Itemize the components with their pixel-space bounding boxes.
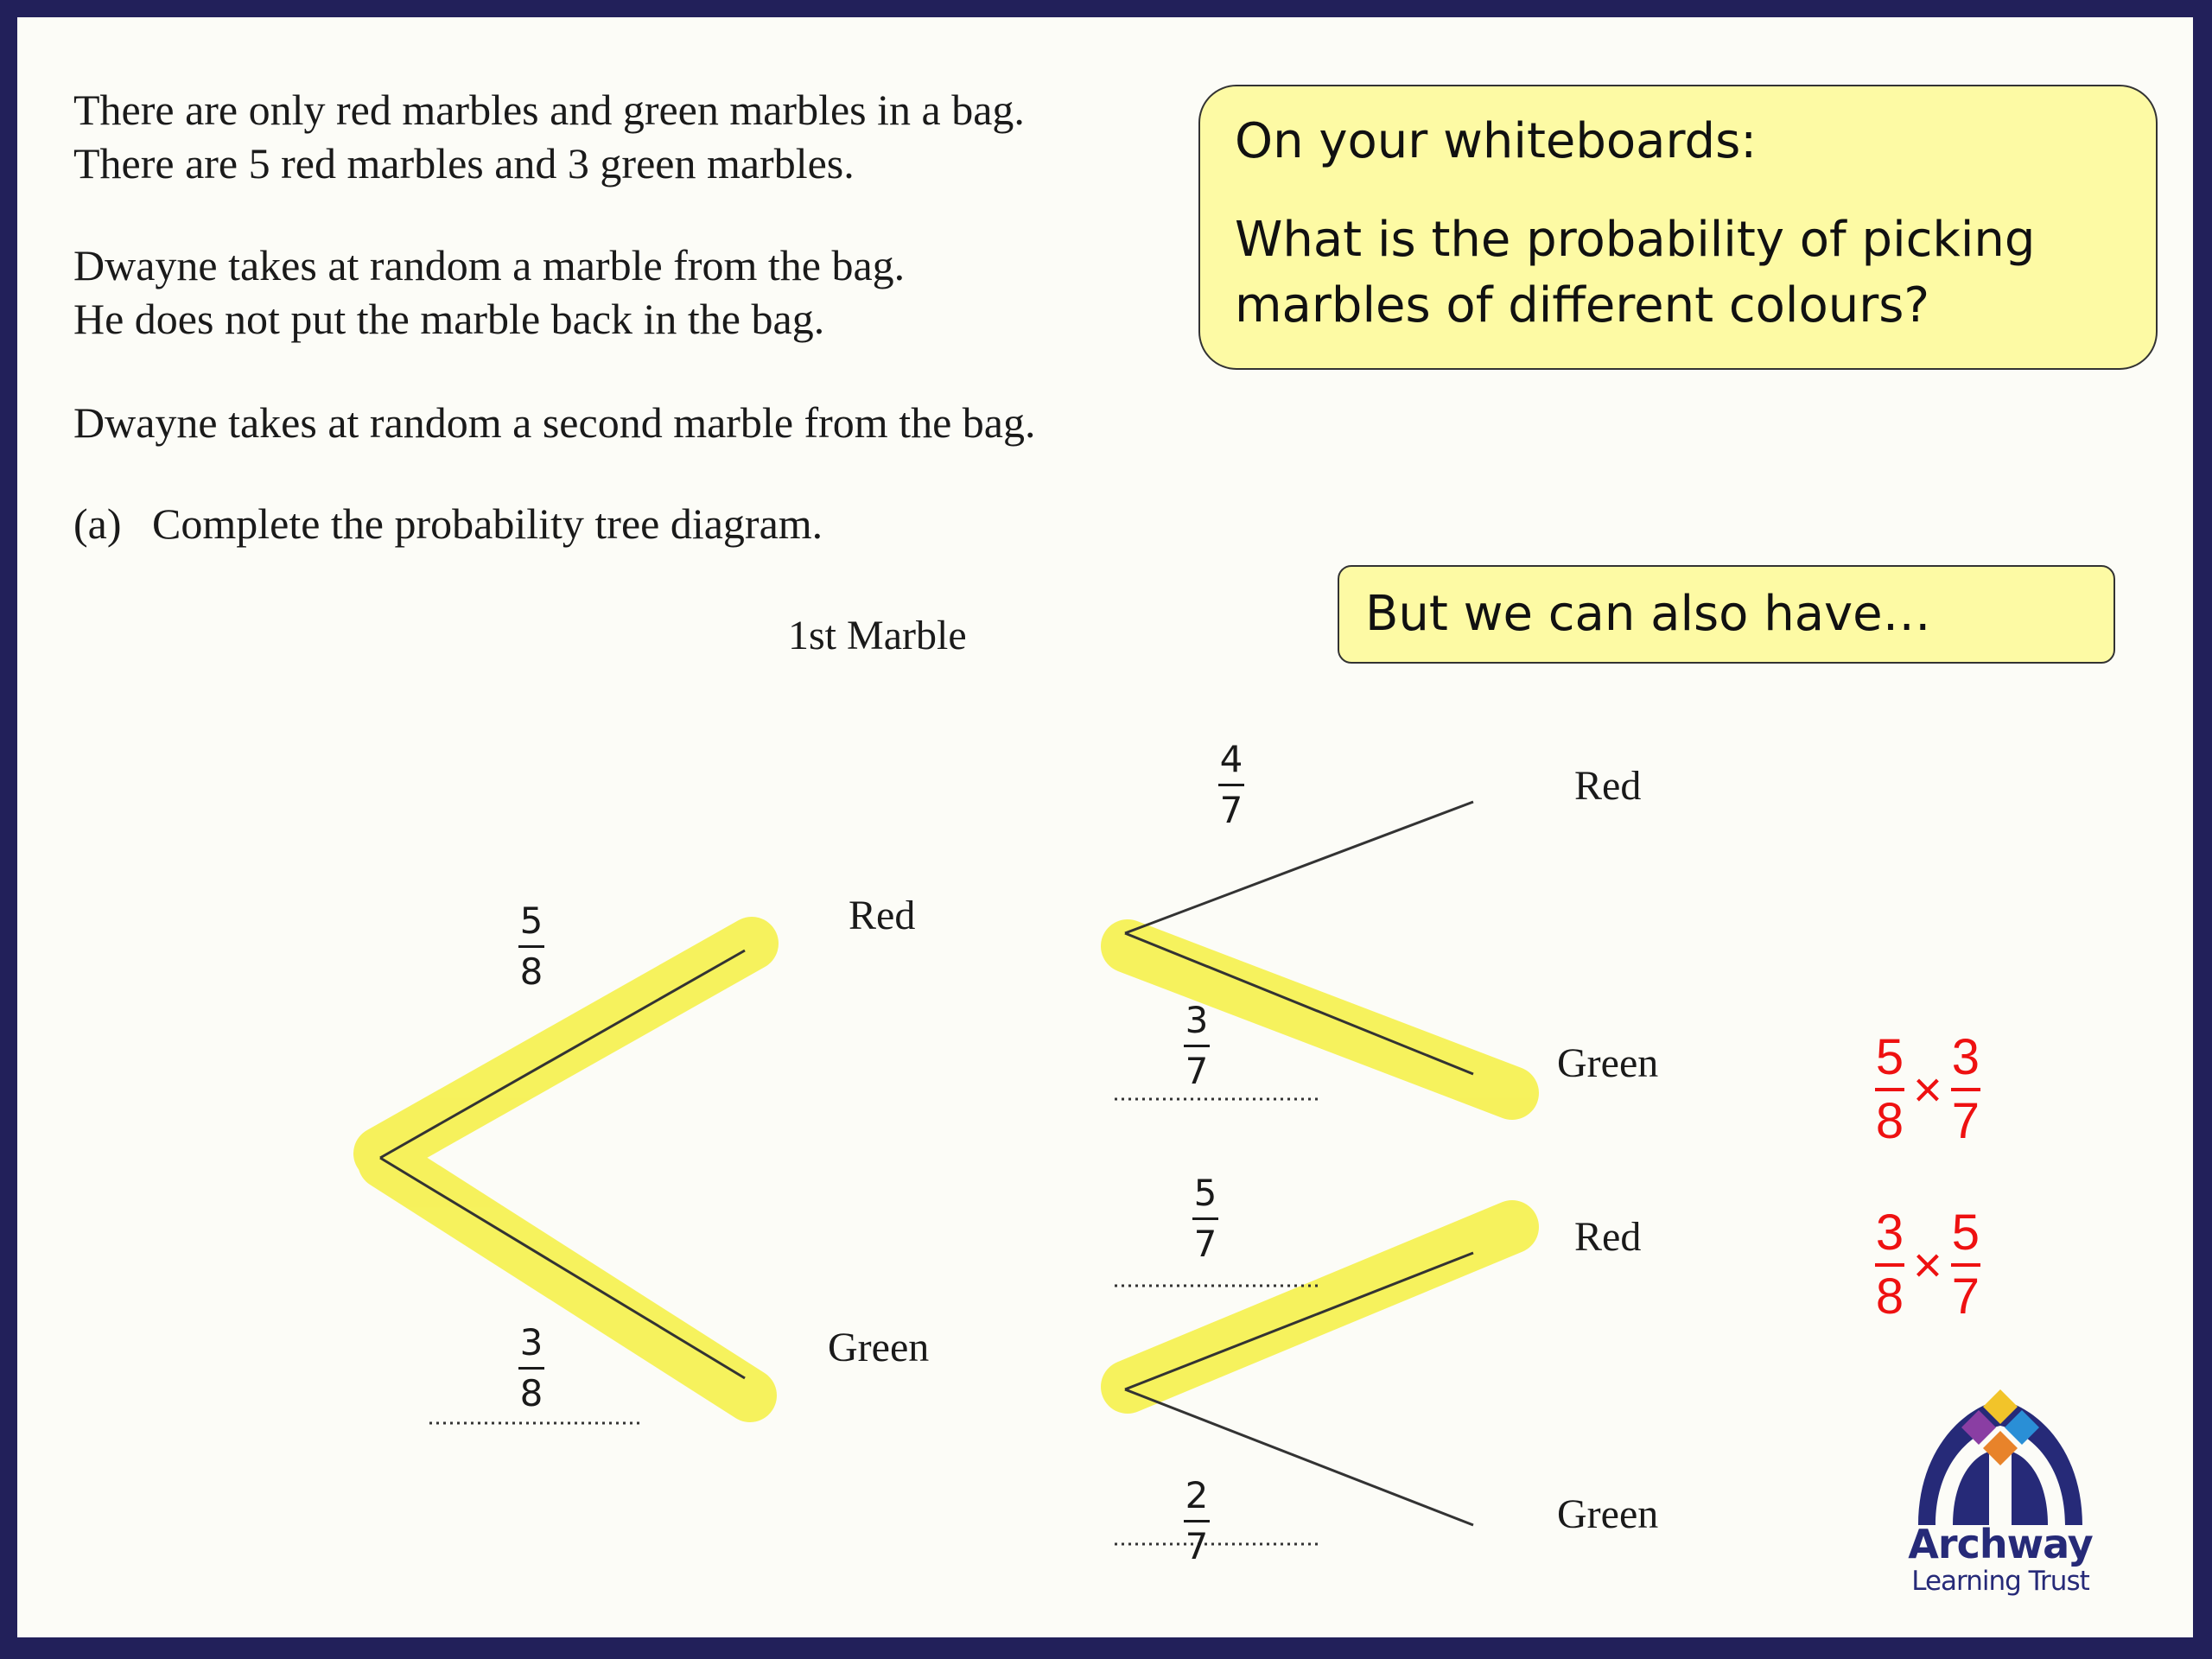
outcome-red-green: Green <box>1557 1040 1659 1086</box>
numerator: 2 <box>1185 1474 1209 1516</box>
fraction-bar <box>1184 1520 1210 1522</box>
whiteboard-title: On your whiteboards: <box>1235 113 1758 169</box>
highlight-first-red <box>380 944 752 1154</box>
times-sign: × <box>1913 1236 1942 1294</box>
numerator: 5 <box>1951 1205 1980 1261</box>
fraction-bar <box>1184 1045 1210 1047</box>
branch-green-red <box>1125 1253 1473 1389</box>
product-red-then-green <box>1875 1029 1980 1149</box>
prob-green-green <box>1184 1475 1210 1567</box>
numerator: 5 <box>519 899 543 942</box>
also-have-callout: But we can also have… <box>1338 565 2115 664</box>
denominator: 7 <box>1951 1268 1980 1325</box>
highlight-first-green <box>385 1162 750 1395</box>
prob-first-green <box>518 1322 544 1414</box>
fraction-bar <box>1951 1088 1980 1091</box>
first-marble-heading: 1st Marble <box>788 613 967 658</box>
numerator: 4 <box>1219 738 1243 780</box>
fraction-bar <box>1875 1263 1904 1267</box>
outcome-green-red: Red <box>1574 1214 1642 1260</box>
highlight-strokes <box>380 944 1512 1395</box>
denominator: 7 <box>1193 1223 1217 1265</box>
question-line-3: Dwayne takes at random a marble from the bag. <box>73 241 906 289</box>
prob-first-red <box>518 900 544 993</box>
denominator: 8 <box>1875 1093 1904 1149</box>
question-line-4: He does not put the marble back in the bag. <box>73 295 825 343</box>
question-line-5: Dwayne takes at random a second marble from the bag. <box>73 398 1036 447</box>
branch-red-red <box>1125 802 1473 933</box>
denominator: 7 <box>1185 1050 1209 1092</box>
branch-red-green <box>1125 933 1473 1074</box>
branch-first-red <box>380 950 745 1158</box>
denominator: 8 <box>1875 1268 1904 1325</box>
prob-red-green <box>1184 1000 1210 1092</box>
product-fraction-b <box>1951 1029 1980 1149</box>
question-line-1: There are only red marbles and green marbles in a bag. <box>73 86 1025 134</box>
fraction-bar <box>518 945 544 948</box>
branch-first-green <box>380 1158 745 1378</box>
whiteboard-question-line-2: marbles of different colours? <box>1235 277 1930 334</box>
denominator: 7 <box>1185 1525 1209 1567</box>
whiteboard-question-line-1: What is the probability of picking <box>1235 212 2036 268</box>
highlight-green-red <box>1128 1227 1512 1387</box>
part-a-text: Complete the probability tree diagram. <box>152 499 823 548</box>
prob-green-red <box>1192 1173 1218 1265</box>
fraction-bar <box>1192 1217 1218 1220</box>
numerator: 5 <box>1193 1172 1217 1214</box>
product-green-then-red <box>1875 1205 1980 1325</box>
branch-green-green <box>1125 1389 1473 1525</box>
times-sign: × <box>1913 1061 1942 1118</box>
prob-red-red <box>1218 739 1244 831</box>
denominator: 8 <box>519 950 543 993</box>
part-a-label: (a) <box>73 499 122 548</box>
numerator: 3 <box>1185 999 1209 1041</box>
fraction-bar <box>1218 784 1244 786</box>
logo-text-learning-trust: Learning Trust <box>1911 1566 2089 1597</box>
numerator: 5 <box>1875 1029 1904 1085</box>
numerator: 3 <box>519 1321 543 1363</box>
fraction-bar <box>518 1367 544 1370</box>
outcome-first-green: Green <box>828 1325 930 1370</box>
product-fraction-b <box>1951 1205 1980 1325</box>
product-fraction-a <box>1875 1029 1904 1149</box>
numerator: 3 <box>1951 1029 1980 1085</box>
fraction-bar <box>1951 1263 1980 1267</box>
product-fraction-a <box>1875 1205 1904 1325</box>
denominator: 7 <box>1219 789 1243 831</box>
denominator: 8 <box>519 1372 543 1414</box>
denominator: 7 <box>1951 1093 1980 1149</box>
outcome-first-red: Red <box>849 893 916 938</box>
logo-text-archway: Archway <box>1908 1521 2093 1567</box>
outcome-red-red: Red <box>1574 763 1642 809</box>
question-line-2: There are 5 red marbles and 3 green marbles. <box>73 139 855 188</box>
numerator: 3 <box>1875 1205 1904 1261</box>
fraction-bar <box>1875 1088 1904 1091</box>
outcome-green-green: Green <box>1557 1491 1659 1537</box>
